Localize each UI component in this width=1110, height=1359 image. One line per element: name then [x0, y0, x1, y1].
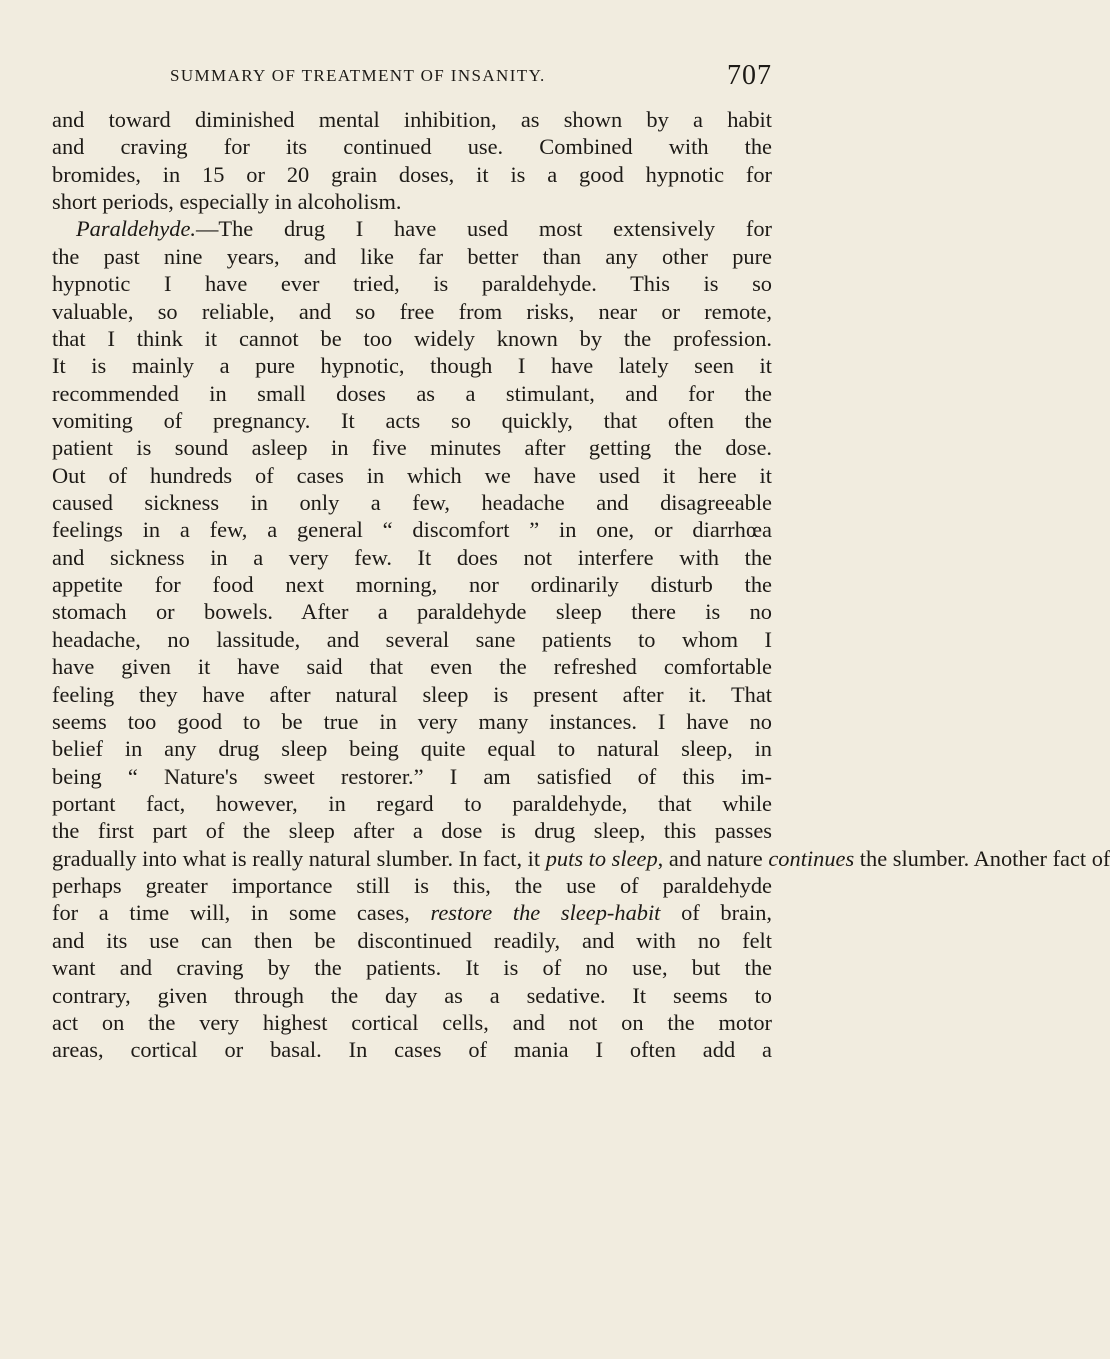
- text-line: and sickness in a very few. It does not interfere with the: [52, 544, 772, 570]
- text-line-start: gradually into what is really natural slumber. In fact, it: [52, 845, 541, 871]
- text-line: areas, cortical or basal. In cases of mania I often add a: [52, 1037, 772, 1063]
- text-line: perhaps greater importance still is this, the use of paraldehyde: [52, 873, 772, 899]
- running-title: SUMMARY OF TREATMENT OF INSANITY.: [170, 66, 546, 85]
- italic-restore-sleep-habit: restore the sleep-habit: [430, 900, 661, 926]
- text-line: seems too good to be true in very many instances. I have no: [52, 708, 772, 734]
- text-line: belief in any drug sleep being quite equal to natural sleep, in: [52, 736, 772, 762]
- text-line: It is mainly a pure hypnotic, though I have lately seen it: [52, 353, 772, 379]
- text-line: Out of hundreds of cases in which we have used it here it: [52, 462, 772, 488]
- text-line: vomiting of pregnancy. It acts so quickly, that often the: [52, 407, 772, 433]
- text-line: that I think it cannot be too widely known by the profession.: [52, 325, 772, 351]
- text-line: and craving for its continued use. Combined with the: [52, 134, 772, 160]
- text-line: and toward diminished mental inhibition, as shown by a habit: [52, 107, 772, 132]
- text-line: bromides, in 15 or 20 grain doses, it is a good hypnotic for: [52, 161, 772, 187]
- text-line-end: the slumber. Another fact of: [854, 845, 1110, 871]
- running-head: [52, 60, 772, 106]
- body-text: [52, 106, 1110, 1064]
- text-line: the past nine years, and like far better than any other pure: [52, 243, 772, 269]
- text-line: caused sickness in only a few, headache and disagreeable: [52, 490, 772, 516]
- text-line: [52, 899, 772, 926]
- text-line: want and craving by the patients. It is of no use, but the: [52, 955, 772, 981]
- text-line: hypnotic I have ever tried, is paraldehyde. This is so: [52, 271, 772, 297]
- text-line-start: for a time will, in some cases,: [52, 900, 410, 926]
- text-line: feelings in a few, a general “ discomfort ” in one, or diarrhœa: [52, 517, 772, 543]
- text-line: act on the very highest cortical cells, and not on the motor: [52, 1009, 772, 1035]
- text-line: short periods, especially in alcoholism.: [52, 189, 402, 215]
- text-line: portant fact, however, in regard to paraldehyde, that while: [52, 790, 772, 816]
- book-page: [0, 60, 1110, 1359]
- text-line: and its use can then be discontinued readily, and with no felt: [52, 927, 772, 953]
- italic-continues: continues: [768, 845, 855, 871]
- text-line: valuable, so reliable, and so free from risks, near or remote,: [52, 298, 772, 324]
- text-line-remainder: —The drug I have used most extensively for: [196, 216, 772, 242]
- text-line: recommended in small doses as a stimulant, and for the: [52, 380, 772, 406]
- text-line-end: of brain,: [660, 900, 772, 926]
- text-line: have given it have said that even the refreshed comfortable: [52, 654, 772, 680]
- text-line: [52, 215, 772, 242]
- text-line: the first part of the sleep after a dose is drug sleep, this passes: [52, 818, 772, 844]
- text-line: being “ Nature's sweet restorer.” I am satisfied of this im-: [52, 763, 772, 789]
- text-line: contrary, given through the day as a sedative. It seems to: [52, 982, 772, 1008]
- text-line: patient is sound asleep in five minutes after getting the dose.: [52, 435, 772, 461]
- page-number: 707: [727, 60, 772, 91]
- text-line: stomach or bowels. After a paraldehyde sleep there is no: [52, 599, 772, 625]
- text-line-middle: , and nature: [657, 845, 763, 871]
- text-line: feeling they have after natural sleep is present after it. That: [52, 681, 772, 707]
- paraldehyde-heading: Paraldehyde.: [76, 216, 196, 242]
- italic-puts-to-sleep: puts to sleep: [545, 845, 658, 871]
- text-line: headache, no lassitude, and several sane patients to whom I: [52, 626, 772, 652]
- text-line: [52, 845, 1110, 872]
- text-line: appetite for food next morning, nor ordinarily disturb the: [52, 572, 772, 598]
